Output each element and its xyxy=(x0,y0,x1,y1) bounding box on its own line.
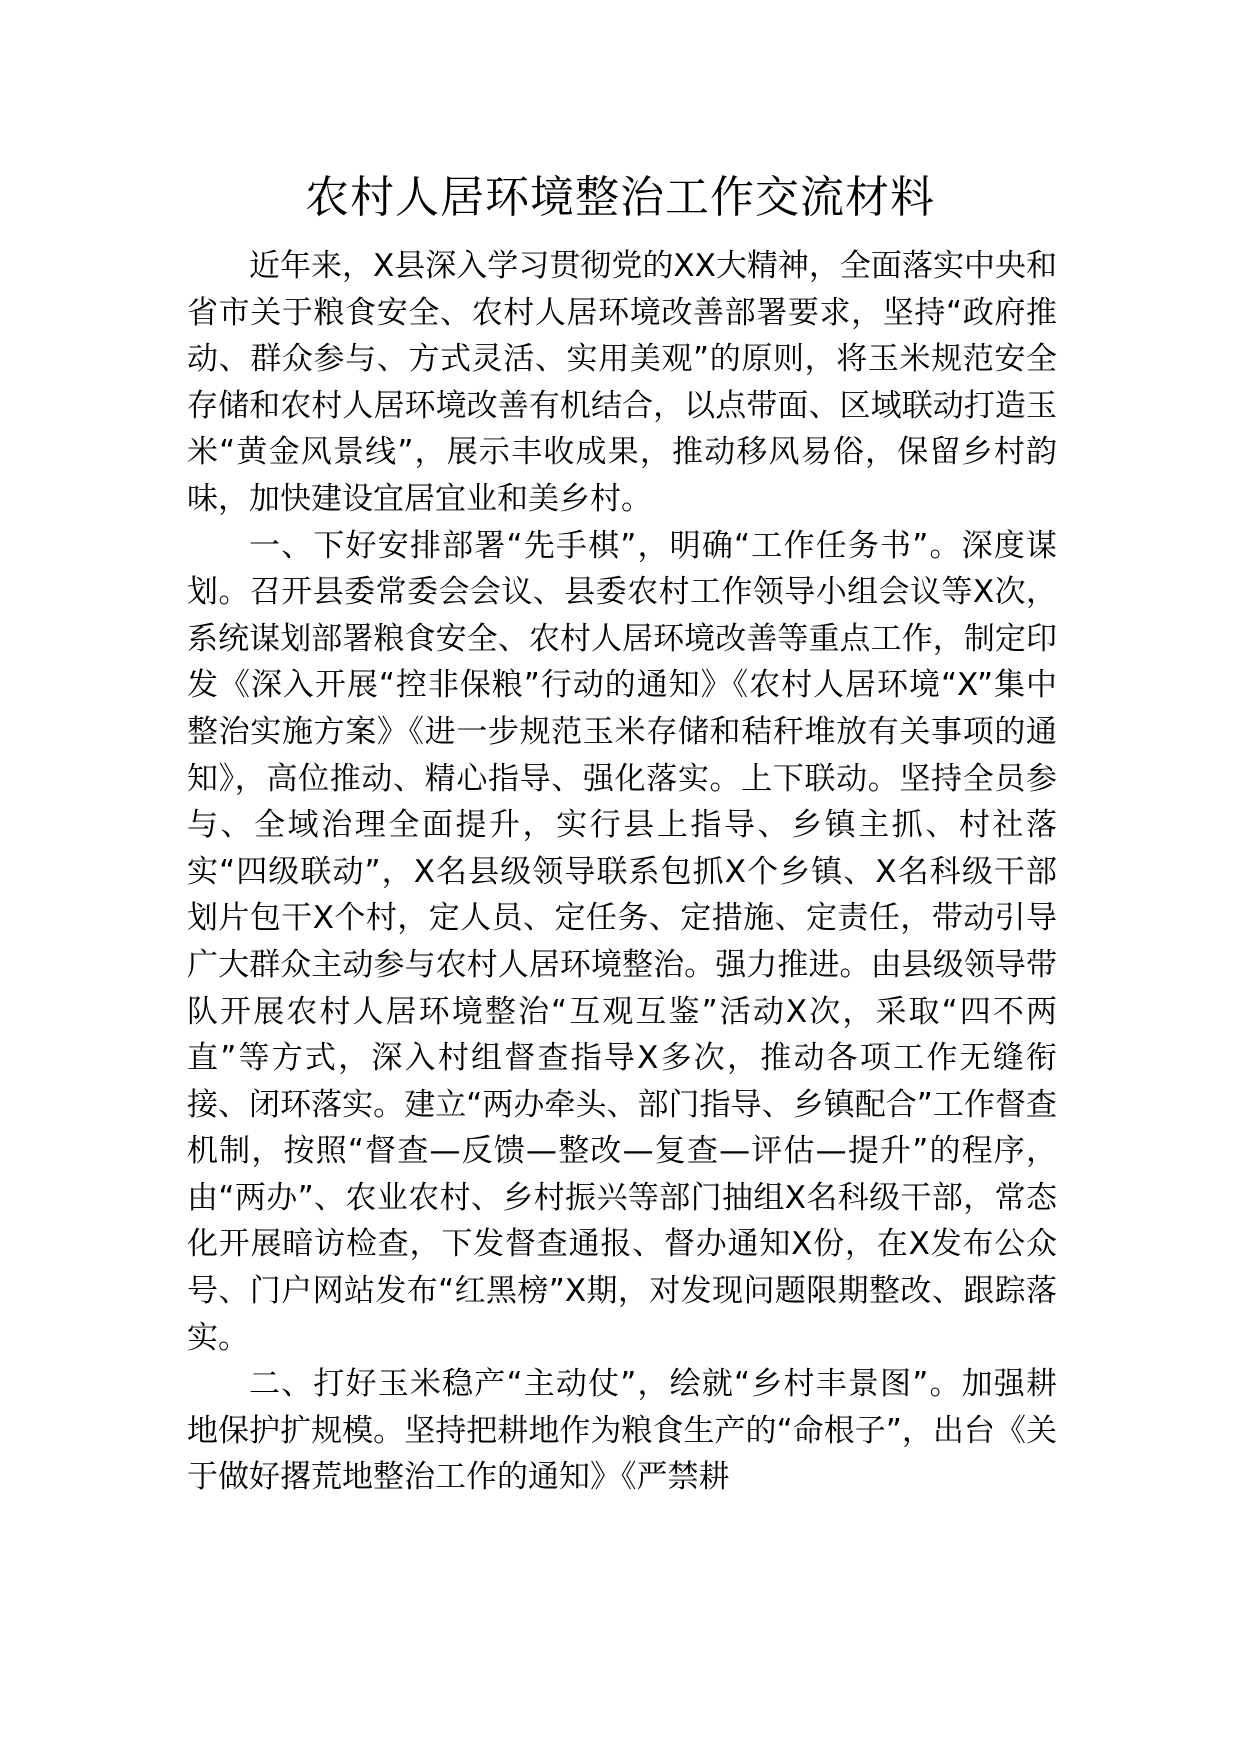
paragraph-section-one: 一、下好安排部署“先手棋”，明确“工作任务书”。深度谋划。召开县委常委会会议、县委农村工作领导小组会议等X次，系统谋划部署粮食安全、农村人居环境改善等重点工作，制定印发《深入开展“控非保粮”行动的通知》《农村人居环境“X”集中整治实施方案》《进一步规范玉米存储和秸秆堆放有关事项的通知》，高位推动、精心指导、强化落实。上下联动。坚持全员参与、全域治理全面提升，实行县上指导、乡镇主抓、村社落实“四级联动”，X名县级领导联系包抓X个乡镇、X名科级干部划片包干X个村，定人员、定任务、定措施、定责任，带动引导广大群众主动参与农村人居环境整治。强力推进。由县级领导带队开展农村人居环境整治“互观互鉴”活动X次，采取“四不两直”等方式，深入村组督查指导X多次，推动各项工作无缝衔接、闭环落实。建立“两办牵头、部门指导、乡镇配合”工作督查机制，按照“督查—反馈—整改—复查—评估—提升”的程序，由“两办”、农业农村、乡村振兴等部门抽组X名科级干部，常态化开展暗访检查，下发督查通报、督办通知X份，在X发布公众号、门户网站发布“红黑榜”X期，对发现问题限期整改、跟踪落实。 xyxy=(187,527,1057,1356)
paragraph-intro: 近年来，X县深入学习贯彻党的XX大精神，全面落实中央和省市关于粮食安全、农村人居环境改善部署要求，坚持“政府推动、群众参与、方式灵活、实用美观”的原则，将玉米规范安全存储和农村人居环境改善有机结合，以点带面、区域联动打造玉米“黄金风景线”，展示丰收成果，推动移风易俗，保留乡村韵味，加快建设宜居宜业和美乡村。 xyxy=(187,248,1057,517)
paragraph-section-two: 二、打好玉米稳产“主动仗”，绘就“乡村丰景图”。加强耕地保护扩规模。坚持把耕地作为粮食生产的“命根子”，出台《关于做好撂荒地整治工作的通知》《严禁耕 xyxy=(187,1366,1057,1496)
document-title: 农村人居环境整治工作交流材料 xyxy=(305,172,935,223)
document-body xyxy=(187,243,1057,1501)
